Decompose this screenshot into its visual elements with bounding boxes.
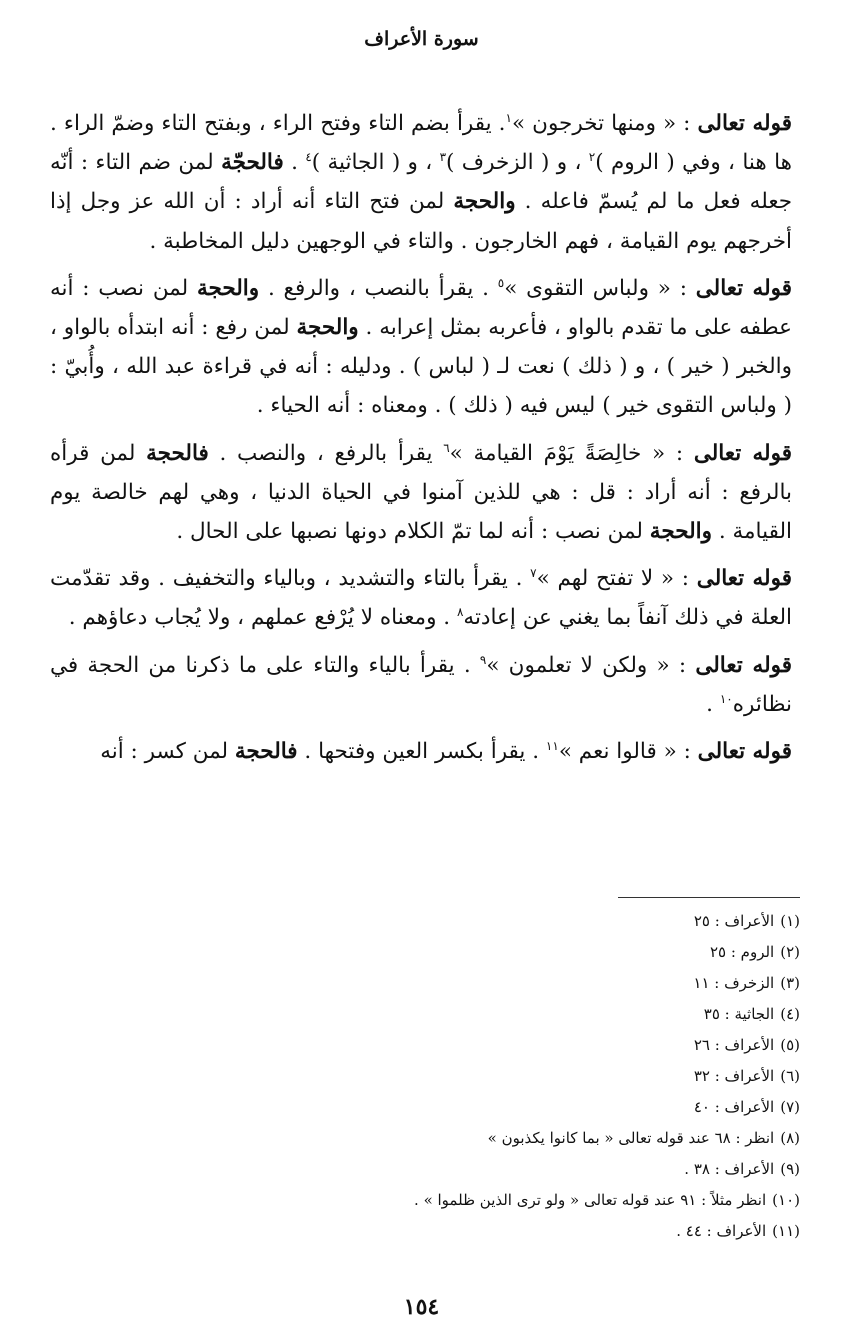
keyword: قوله تعالى bbox=[697, 739, 792, 765]
footnote-text: الأعراف : ٣٢ bbox=[693, 1067, 775, 1085]
text-segment: : « ولكن لا تعلمون » bbox=[486, 652, 696, 678]
footnote-ref: ٩ bbox=[479, 652, 487, 667]
paragraph bbox=[50, 646, 792, 724]
text-segment: لمن قرأه بالرفع : أنه أراد : قل : هي للذين آمنوا في الحياة الدنيا ، وهي لهم خالصة يوم القيامة . bbox=[50, 440, 792, 545]
footnote-text: انظر مثلاً : ٩١ عند قوله تعالى « ولو ترى الذين ظلموا » . bbox=[414, 1191, 767, 1209]
keyword: قوله تعالى bbox=[693, 440, 792, 466]
text-segment: : « خالِصَةً يَوْمَ القيامة » bbox=[449, 440, 694, 466]
footnote-item bbox=[240, 1216, 800, 1247]
text-segment: لمن فتح التاء أنه أراد : أن الله عز وجل إذا أخرجهم يوم القيامة ، فهم الخارجون . والتاء في الوجهين دليل المخاطبة . bbox=[50, 189, 792, 254]
footnote-item bbox=[240, 937, 800, 968]
footnote-item bbox=[240, 1061, 800, 1092]
text-segment: لمن نصب : أنه لما تمّ الكلام دونها نصبها على الحال . bbox=[176, 519, 650, 545]
footnote-ref: ١١ bbox=[545, 738, 559, 753]
keyword: فالحجّة bbox=[221, 150, 284, 176]
footnote-number: (٨) bbox=[780, 1129, 800, 1147]
keyword: والحجة bbox=[453, 189, 516, 215]
text-segment: . bbox=[706, 691, 720, 717]
paragraph bbox=[50, 559, 792, 637]
text-segment: : « ومنها تخرجون » bbox=[511, 111, 698, 136]
footnote-text: الزخرف : ١١ bbox=[693, 974, 775, 992]
keyword: قوله تعالى bbox=[695, 652, 793, 678]
footnote-number: (٧) bbox=[780, 1098, 800, 1116]
text-segment: لمن رفع : أنه ابتدأه بالواو ، والخبر ( خير ) ، و ( ذلك ) نعت لـ ( لباس ) . ودليله : أنه في قراءة عبد الله ، وأُبيّ : ( ولباس التقوى خير ) ليس فيه ( ذلك ) . ومعناه : أنه الحياء . bbox=[50, 315, 792, 419]
keyword: فالحجة bbox=[234, 739, 298, 765]
footnote-text: الأعراف : ٣٨ . bbox=[684, 1160, 775, 1178]
footnote-ref: ٤ bbox=[305, 150, 312, 165]
footnote-text: الروم : ٢٥ bbox=[709, 943, 775, 961]
text-segment: يقرأ بالرفع ، والنصب . bbox=[208, 440, 444, 466]
page-number: ١٥٤ bbox=[403, 1294, 440, 1320]
text-segment: لمن نصب : أنه عطفه على ما تقدم بالواو ، فأعربه بمثل إعرابه . bbox=[50, 275, 792, 341]
footnote-ref: ١ bbox=[505, 110, 512, 125]
footnote-item bbox=[240, 968, 800, 999]
page-header: سورة الأعراف bbox=[364, 28, 479, 50]
text-segment: ، و ( الجاثية ) bbox=[311, 150, 440, 176]
paragraph bbox=[50, 434, 792, 552]
footnote-divider bbox=[618, 897, 800, 898]
text-segment: . يقرأ بكسر العين وفتحها . bbox=[297, 739, 546, 765]
footnote-item bbox=[240, 1154, 800, 1185]
footnote-text: الأعراف : ٤٠ bbox=[693, 1098, 775, 1116]
footnote-number: (٣) bbox=[780, 974, 800, 992]
footnote-ref: ١٠ bbox=[719, 691, 733, 706]
footnote-ref: ٨ bbox=[456, 605, 464, 620]
text-segment: لمن ضم التاء : أنّه جعله فعل ما لم يُسمّ فاعله . bbox=[50, 150, 792, 215]
text-segment: : « لا تفتح لهم » bbox=[536, 566, 697, 592]
footnote-item bbox=[240, 1185, 800, 1216]
footnote-text: الجاثية : ٣٥ bbox=[703, 1005, 775, 1023]
text-segment: . يقرأ بالنصب ، والرفع . bbox=[259, 275, 498, 301]
keyword: والحجة bbox=[296, 315, 359, 341]
keyword: والحجة bbox=[649, 519, 712, 545]
footnote-text: الأعراف : ٢٥ bbox=[693, 912, 775, 930]
text-segment: ، و ( الزخرف ) bbox=[446, 150, 589, 176]
footnote-number: (١) bbox=[780, 912, 800, 930]
text-segment: . يقرأ بالتاء والتشديد ، وبالياء والتخفيف . وقد تقدّمت العلة في ذلك آنفاً بما يغني عن إعادته bbox=[50, 566, 792, 631]
text-segment: : « ولباس التقوى » bbox=[504, 275, 696, 301]
footnote-text: انظر : ٦٨ عند قوله تعالى « بما كانوا يكذبون » bbox=[487, 1129, 775, 1147]
paragraph bbox=[50, 732, 792, 771]
keyword: قوله تعالى bbox=[695, 275, 793, 301]
text-segment: : « قالوا نعم » bbox=[558, 739, 698, 765]
footnote-number: (٢) bbox=[780, 943, 800, 961]
text-segment: . يقرأ بالياء والتاء على ما ذكرنا من الحجة في نظائره bbox=[50, 652, 792, 717]
footnote-text: الأعراف : ٤٤ . bbox=[676, 1222, 767, 1240]
footnotes bbox=[240, 906, 800, 1247]
footnote-item bbox=[240, 906, 800, 937]
footnote-ref: ٣ bbox=[439, 150, 447, 165]
footnote-number: (٦) bbox=[780, 1067, 800, 1085]
keyword: فالحجة bbox=[146, 440, 209, 466]
keyword: والحجة bbox=[196, 275, 260, 301]
footnote-text: الأعراف : ٢٦ bbox=[693, 1036, 775, 1054]
footnote-number: (٥) bbox=[780, 1036, 800, 1054]
keyword: قوله تعالى bbox=[697, 111, 792, 136]
paragraph bbox=[50, 104, 792, 261]
keyword: قوله تعالى bbox=[696, 566, 792, 592]
footnote-number: (٤) bbox=[780, 1005, 800, 1023]
footnote-ref: ٥ bbox=[497, 275, 505, 290]
footnote-ref: ٢ bbox=[588, 150, 596, 165]
footnote-ref: ٧ bbox=[530, 566, 537, 581]
text-segment: . ومعناه لا يُرْفع عملهم ، ولا يُجاب دعاؤهم . bbox=[68, 605, 457, 631]
footnote-number: (١١) bbox=[772, 1222, 800, 1240]
text-segment: لمن كسر : أنه bbox=[100, 739, 235, 765]
footnote-item bbox=[240, 999, 800, 1030]
footnote-item bbox=[240, 1123, 800, 1154]
text-segment: . bbox=[283, 150, 306, 176]
footnote-item bbox=[240, 1030, 800, 1061]
footnote-number: (١٠) bbox=[772, 1191, 800, 1209]
footnote-number: (٩) bbox=[780, 1160, 800, 1178]
text-segment: . يقرأ بضم التاء وفتح الراء ، وبفتح التاء وضمّ الراء . ها هنا ، وفي ( الروم ) bbox=[50, 111, 792, 176]
footnote-item bbox=[240, 1092, 800, 1123]
page-body bbox=[50, 104, 792, 779]
footnote-ref: ٦ bbox=[443, 440, 450, 455]
paragraph bbox=[50, 269, 792, 426]
